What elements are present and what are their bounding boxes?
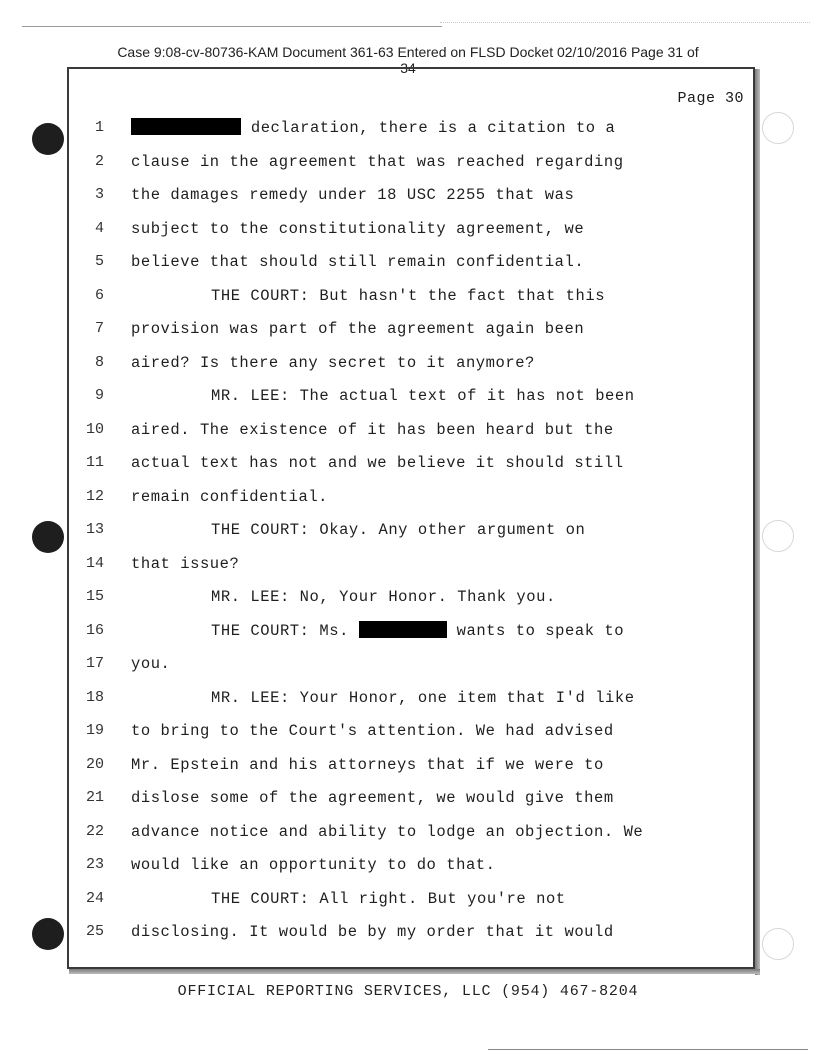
transcript-page-number: Page 30 [677,90,744,107]
ecf-header-line-1: Case 9:08-cv-80736-KAM Document 361-63 Entered on FLSD Docket 02/10/2016 Page 31 of [117,44,699,60]
transcript-line [0,484,816,518]
punch-hole-ghost-middle [762,520,794,552]
line-content: MR. LEE: Your Honor, one item that I'd like [211,688,635,707]
line-text [131,584,556,610]
line-content: remain confidential. [131,487,329,506]
line-content: to bring to the Court's attention. We had advised [131,722,614,740]
line-text [131,785,614,811]
line-number: 2 [94,152,104,170]
transcript-line [0,517,816,551]
punch-hole-top [32,123,64,155]
line-text [131,283,605,309]
transcript-line [0,551,816,585]
line-content: you. [131,655,171,673]
transcript-line [0,618,816,652]
transcript-line [0,785,816,819]
line-content: the damages remedy under 18 USC 2255 that was [131,186,575,204]
line-text-before-redaction: THE COURT: Ms. [211,621,359,640]
court-reporter-footer: OFFICIAL REPORTING SERVICES, LLC (954) 467-8204 [177,983,639,1000]
transcript-line [0,149,816,183]
line-number: 25 [85,923,104,940]
transcript-lines [0,115,816,953]
line-text [131,886,566,912]
transcript-line [0,417,816,451]
scan-top-rule-faint [440,22,810,23]
transcript-line [0,718,816,752]
line-text [131,685,635,711]
line-content: provision was part of the agreement again been [131,320,585,338]
line-text [131,517,585,543]
line-number: 21 [85,789,104,806]
line-text [131,450,624,476]
line-number: 16 [85,621,104,639]
line-number: 9 [94,387,104,404]
line-number: 8 [94,353,104,371]
line-number: 10 [85,420,104,438]
transcript-line [0,115,816,149]
line-text [131,383,635,409]
frame-shadow-bottom [69,969,760,974]
line-number: 6 [94,286,104,304]
ecf-header-line-2: 34 [400,60,416,76]
scan-bottom-rule [488,1049,808,1050]
line-number: 19 [85,722,104,739]
punch-hole-middle [32,521,64,553]
line-text [131,316,584,342]
line-content: aired? Is there any secret to it anymore? [131,353,535,372]
line-text [131,551,239,577]
transcript-line [0,350,816,384]
line-number: 23 [85,856,104,873]
transcript-line [0,182,816,216]
transcript-line [0,249,816,283]
transcript-line [0,919,816,953]
punch-hole-ghost-bottom [762,928,794,960]
line-content: MR. LEE: The actual text of it has not been [211,387,635,405]
transcript-line [0,584,816,618]
line-text [131,852,496,878]
line-content: aired. The existence of it has been heard but the [131,420,614,439]
line-text [131,618,624,644]
line-number: 7 [94,320,104,337]
transcript-line [0,852,816,886]
line-content: disclosing. It would be by my order that it would [131,923,614,941]
redaction-bar [359,621,447,638]
line-content: Mr. Epstein and his attorneys that if we were to [131,755,604,774]
line-text [131,819,643,845]
line-content: that issue? [131,554,240,573]
line-content: actual text has not and we believe it should still [131,454,624,472]
line-number: 4 [94,219,104,237]
line-content: dislose some of the agreement, we would give them [131,789,614,807]
transcript-line [0,886,816,920]
line-text-after-redaction: declaration, there is a citation to a [241,119,616,137]
line-text [131,149,624,175]
line-content: believe that should still remain confidential. [131,253,585,271]
transcript-line [0,450,816,484]
line-text [131,115,615,141]
line-content: subject to the constitutionality agreement, we [131,219,585,238]
line-number: 15 [85,588,104,605]
line-text [131,350,535,376]
line-text [131,919,614,945]
line-content: advance notice and ability to lodge an objection. We [131,822,644,841]
line-content: would like an opportunity to do that. [131,856,496,874]
transcript-line [0,283,816,317]
line-number: 20 [85,755,104,773]
line-number: 14 [85,554,104,572]
line-text [131,182,574,208]
line-text-after-redaction: wants to speak to [446,621,625,640]
line-number: 22 [85,822,104,840]
line-text [131,249,584,275]
line-content: THE COURT: Okay. Any other argument on [211,521,586,539]
line-text [131,718,614,744]
line-number: 11 [85,454,104,471]
scan-top-rule [22,26,442,27]
transcript-line [0,383,816,417]
punch-hole-bottom [32,918,64,950]
transcript-line [0,752,816,786]
line-text [131,651,170,677]
line-content: clause in the agreement that was reached regarding [131,152,624,171]
line-number: 5 [94,253,104,270]
transcript-line [0,216,816,250]
line-text [131,484,328,510]
line-content: THE COURT: But hasn't the fact that this [211,286,606,305]
line-number: 24 [85,889,104,907]
line-text [131,216,584,242]
line-number: 3 [94,186,104,203]
transcript-line [0,651,816,685]
line-number: 12 [85,487,104,505]
transcript-line [0,316,816,350]
line-number: 13 [85,521,104,538]
line-number: 17 [85,655,104,672]
redaction-bar [131,118,241,135]
line-content: MR. LEE: No, Your Honor. Thank you. [211,588,556,606]
line-number: 1 [94,119,104,136]
line-number: 18 [85,688,104,706]
line-text [131,752,604,778]
transcript-line [0,685,816,719]
line-content: THE COURT: All right. But you're not [211,889,566,908]
punch-hole-ghost-top [762,112,794,144]
line-text [131,417,614,443]
transcript-line [0,819,816,853]
